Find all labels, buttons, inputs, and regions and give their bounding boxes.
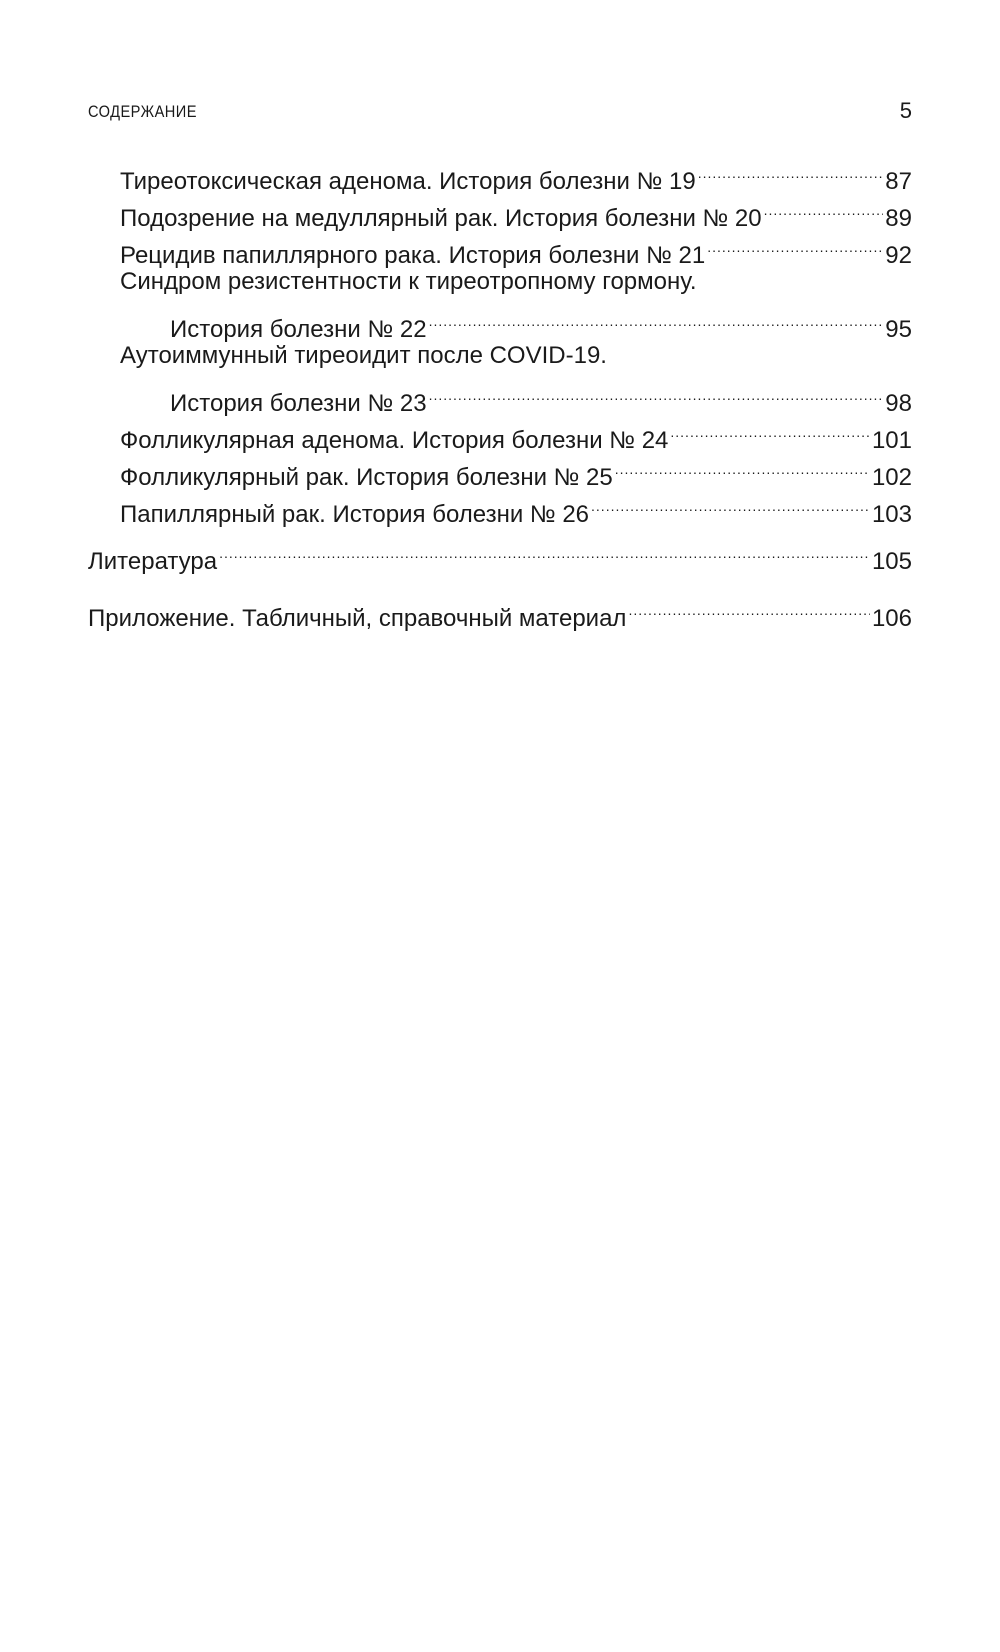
toc-entry[interactable] (88, 152, 912, 195)
toc-entry-page: 87 (885, 168, 912, 195)
toc-entry-title: Фолликулярный рак. История болезни № 25 (120, 464, 613, 491)
toc-entry-title: Фолликулярная аденома. История болезни № 24 (120, 427, 669, 454)
dot-leader (429, 300, 884, 337)
toc-entry-title-continued: История болезни № 23 (170, 390, 427, 417)
toc-entry-title: Папиллярный рак. История болезни № 26 (120, 501, 590, 528)
dot-leader (764, 189, 884, 226)
toc-entry-title: Синдром резистентности к тиреотропному гормону. (120, 268, 697, 295)
toc-entry-heading-line[interactable] (88, 263, 912, 300)
toc-entry-page: 102 (871, 464, 912, 491)
toc-entry[interactable] (88, 589, 912, 632)
toc-entry-page: 103 (871, 501, 912, 528)
toc-entry-title: Тиреотоксическая аденома. История болезни № 19 (120, 168, 696, 195)
dot-leader (219, 532, 870, 569)
dot-leader (628, 589, 870, 626)
toc-entry-title: Рецидив папиллярного рака. История болезни № 21 (120, 242, 706, 269)
toc-entry-title: Литература (88, 548, 218, 575)
running-title: СОДЕРЖАНИЕ (88, 102, 197, 121)
toc-entry-heading-line[interactable] (88, 337, 912, 374)
page-number: 5 (899, 98, 912, 123)
toc-entry-title: Аутоиммунный тиреоидит после COVID-19. (120, 342, 607, 369)
toc-entry-page: 106 (871, 605, 912, 632)
toc-entry[interactable] (88, 374, 912, 417)
toc-entry-title-continued: История болезни № 22 (170, 316, 427, 343)
toc-entry-title: Подозрение на медуллярный рак. История болезни № 20 (120, 205, 762, 232)
dot-leader (591, 485, 870, 522)
dot-leader (429, 374, 884, 411)
toc-entry[interactable] (88, 532, 912, 575)
toc-entry-page: 89 (885, 205, 912, 232)
dot-leader (670, 411, 870, 448)
table-of-contents (88, 152, 912, 632)
toc-entry-page: 101 (871, 427, 912, 454)
toc-entry[interactable] (88, 300, 912, 343)
dot-leader (707, 226, 883, 263)
toc-entry-page: 92 (885, 242, 912, 269)
dot-leader (698, 152, 884, 189)
running-header (88, 98, 912, 128)
toc-entry-title: Приложение. Табличный, справочный материал (88, 605, 627, 632)
toc-entry-page: 105 (871, 548, 912, 575)
dot-leader (615, 448, 870, 485)
toc-entry-page: 98 (885, 390, 912, 417)
toc-entry-page: 95 (885, 316, 912, 343)
